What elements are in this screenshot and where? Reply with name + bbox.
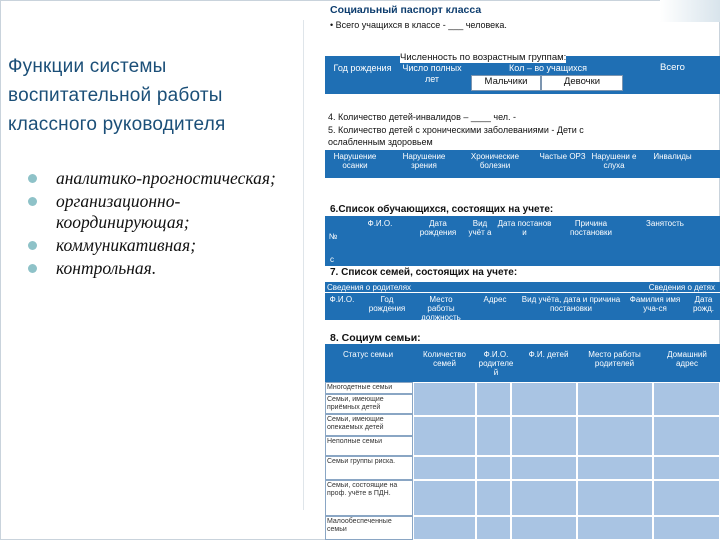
col-address: Адрес bbox=[483, 295, 507, 304]
col-num: № bbox=[328, 232, 338, 241]
col-parents-work: Место работы родителей bbox=[588, 350, 641, 368]
grid-cell bbox=[413, 456, 476, 480]
bullet-dot-icon bbox=[28, 264, 37, 273]
row-guardian: Семьи, имеющие опекаемых детей bbox=[325, 414, 413, 436]
col-total: Всего bbox=[660, 63, 685, 72]
col-fio: Ф.И.О. bbox=[329, 295, 355, 304]
grid-cell bbox=[577, 480, 653, 516]
list-item: аналитико-прогностическая; bbox=[28, 168, 303, 189]
bullet-dot-icon bbox=[28, 241, 37, 250]
col-type: Вид учёт а bbox=[468, 219, 492, 237]
grid-cell bbox=[413, 516, 476, 540]
grid-cell bbox=[653, 516, 720, 540]
col-ari: Частые ОРЗ bbox=[539, 152, 586, 161]
item-5: 5. Количество детей с хроническими заболеваниями - Дети с bbox=[328, 125, 584, 135]
bullet-dot-icon bbox=[28, 174, 37, 183]
row-foster: Семьи, имеющие приёмных детей bbox=[325, 394, 413, 414]
bullet-dot-icon bbox=[28, 197, 37, 206]
grid-cell bbox=[476, 516, 511, 540]
col-chronic: Хронические болезни bbox=[470, 152, 520, 170]
group-parents: Сведения о родителях bbox=[327, 283, 412, 292]
col-count: Число полных лет bbox=[402, 63, 462, 84]
col-fio: Ф.И.О. bbox=[367, 219, 393, 228]
col-home-address: Домашний адрес bbox=[667, 350, 707, 368]
col-vision: Нарушение зрения bbox=[402, 152, 446, 170]
grid-cell bbox=[476, 456, 511, 480]
grid-cell bbox=[653, 480, 720, 516]
section-8-title: 8. Социум семьи: bbox=[330, 332, 421, 344]
col-disabled: Инвалиды bbox=[653, 152, 692, 161]
section-7-title: 7. Список семей, состоящих на учете: bbox=[330, 267, 518, 278]
grid-cell bbox=[511, 480, 577, 516]
grid-cell bbox=[476, 416, 511, 456]
col-parents-fio: Ф.И.О. родителе й bbox=[478, 350, 514, 377]
grid-cell bbox=[577, 382, 653, 416]
document-title: Социальный паспорт класса bbox=[330, 4, 482, 16]
section-6-title: 6.Список обучающихся, состоящих на учете: bbox=[330, 204, 554, 215]
col-hearing: Нарушени е слуха bbox=[591, 152, 637, 170]
grid-cell bbox=[511, 516, 577, 540]
col-reason: Причина постановки bbox=[570, 219, 612, 237]
functions-list bbox=[28, 168, 303, 281]
grid-cell bbox=[511, 382, 577, 416]
col-workplace: Место работы должность bbox=[421, 295, 461, 322]
grid-cell bbox=[476, 480, 511, 516]
divider bbox=[303, 20, 304, 510]
row-incomplete: Неполные семьи bbox=[325, 436, 413, 456]
grid-cell bbox=[511, 456, 577, 480]
slide-title: Функции системы воспитательной работы классного руководителя bbox=[8, 56, 226, 135]
col-year: Год рождения bbox=[333, 63, 392, 73]
col-employment: Занятость bbox=[646, 219, 684, 228]
grid-cell bbox=[511, 416, 577, 456]
col-children-fio: Ф.И. детей bbox=[528, 350, 569, 359]
row-pdn-registered: Семьи, состоящие на проф. учёте в ПДН. bbox=[325, 480, 413, 516]
item-5-cont: ослабленным здоровьем bbox=[328, 137, 433, 147]
col-girls: Девочки bbox=[541, 75, 623, 91]
col-registration: Вид учёта, дата и причина постановки bbox=[521, 295, 621, 313]
col-count-students: Кол – во учащихся bbox=[509, 63, 587, 73]
col-posture: Нарушение осанки bbox=[333, 152, 377, 170]
row-marker: с bbox=[330, 255, 334, 264]
row-low-income: Малообеспеченные семьи bbox=[325, 516, 413, 540]
age-groups-label: Численность по возрастным группам: bbox=[400, 52, 567, 63]
grid-cell bbox=[476, 382, 511, 416]
grid-cell bbox=[653, 416, 720, 456]
total-students-line: • Всего учащихся в классе - ___ человека. bbox=[330, 20, 507, 30]
grid-cell bbox=[653, 382, 720, 416]
grid-cell bbox=[413, 416, 476, 456]
grid-cell bbox=[577, 516, 653, 540]
col-birth-year: Год рождения bbox=[368, 295, 406, 313]
col-birth: Дата рождения bbox=[419, 219, 457, 237]
item-4: 4. Количество детей-инвалидов – ____ чел. - bbox=[328, 112, 517, 122]
row-risk-group: Семьи группы риска. bbox=[325, 456, 413, 480]
group-children: Сведения о детях bbox=[648, 283, 715, 292]
list-item: контрольная. bbox=[28, 258, 303, 279]
col-child-birth: Дата рожд. bbox=[692, 295, 715, 313]
class-passport-document bbox=[325, 0, 720, 540]
grid-cell bbox=[577, 456, 653, 480]
col-boys: Мальчики bbox=[471, 75, 541, 91]
col-date: Дата постанов и bbox=[497, 219, 552, 237]
grid-cell bbox=[413, 480, 476, 516]
list-item: организационно-координирующая; bbox=[28, 191, 303, 233]
grid-cell bbox=[413, 382, 476, 416]
header-divider bbox=[325, 292, 720, 293]
list-item: коммуникативная; bbox=[28, 235, 303, 256]
col-child-name: Фамилия имя уча-ся bbox=[629, 295, 681, 313]
col-family-status: Статус семьи bbox=[342, 350, 394, 359]
col-quantity: Количество семей bbox=[423, 350, 466, 368]
grid-cell bbox=[653, 456, 720, 480]
grid-cell bbox=[577, 416, 653, 456]
row-large-families: Многодетные семьи bbox=[325, 382, 413, 394]
